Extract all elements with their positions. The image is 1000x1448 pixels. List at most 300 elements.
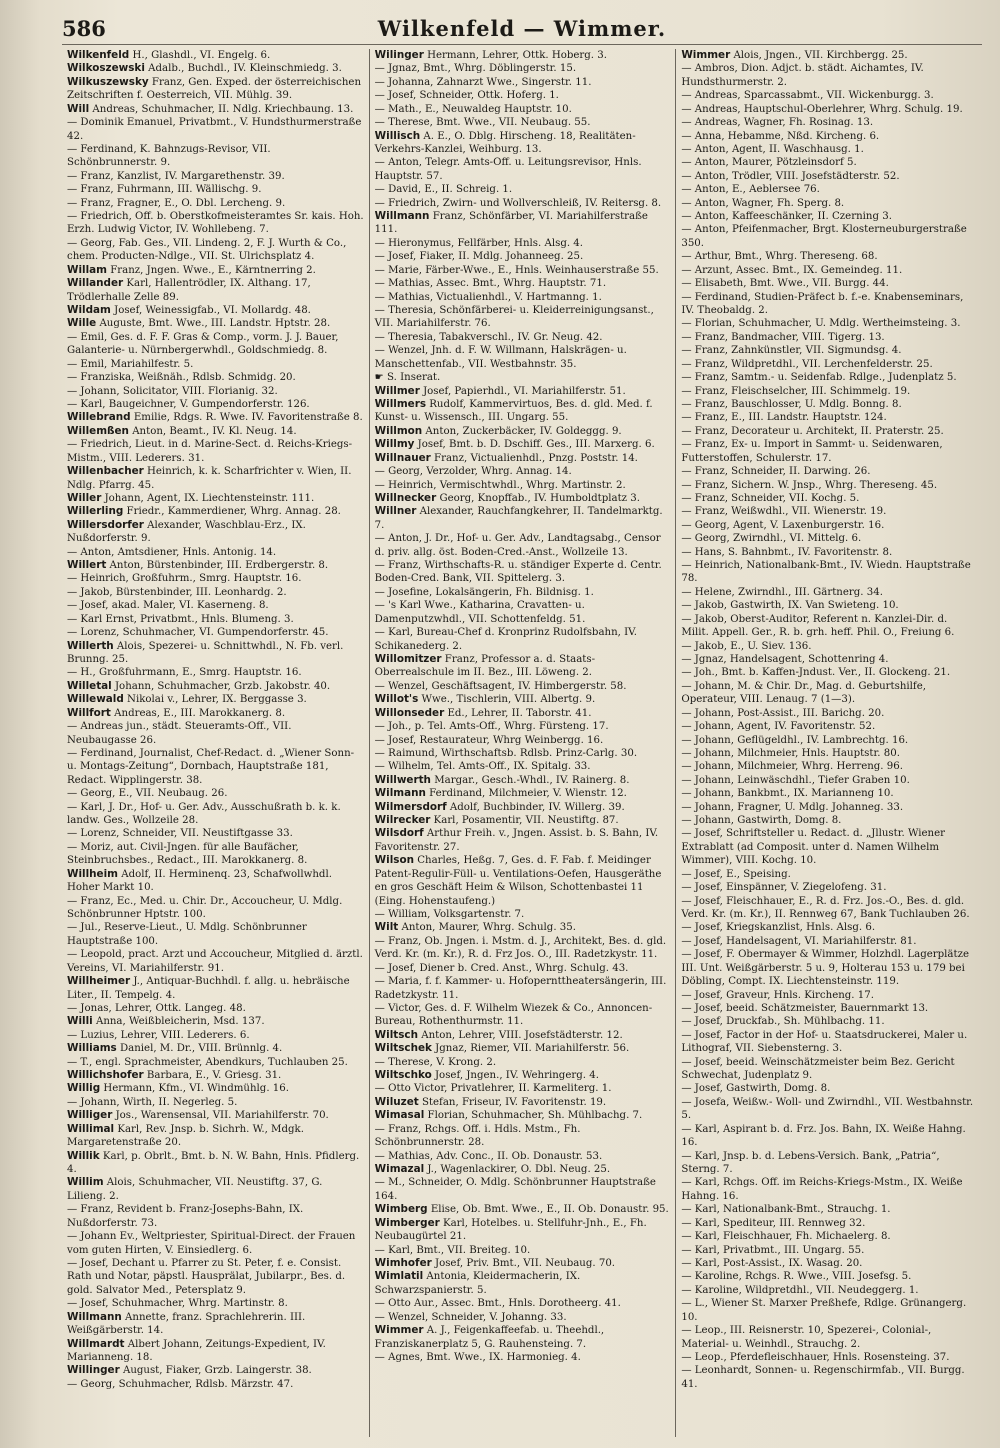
directory-entry (681, 291, 977, 318)
entry-text: Antonia, Kleidermacherin, IX. Schwarzspanierstr. 5. (374, 1271, 581, 1296)
entry-surname: Wimazal (374, 1163, 425, 1176)
directory-entry (681, 130, 977, 143)
entry-text: Anton, Zuckerbäcker, IV. Goldeggg. 9. (422, 425, 622, 437)
entry-text: — Therese, Bmt. Wwe., VII. Neubaug. 55. (374, 117, 591, 129)
directory-entry (375, 1123, 671, 1150)
entry-surname: Wiltschko (374, 1069, 432, 1082)
directory-entry (67, 559, 364, 572)
directory-entry (67, 277, 364, 304)
directory-entry (375, 103, 671, 116)
directory-entry (681, 1096, 977, 1123)
directory-entry (681, 62, 977, 89)
directory-entry (375, 505, 671, 532)
entry-text: — Ambros, Dion. Adjct. b. städt. Aichamtes, IV. Hundsthurmerstr. 2. (681, 63, 924, 88)
directory-column-1 (62, 49, 369, 1437)
entry-surname: Willersdorfer (67, 518, 144, 531)
entry-text: — Franz, Kanzlist, IV. Margarethenstr. 39. (67, 170, 285, 182)
entry-text: — Anton, Amtsdiener, Hnls. Antonig. 14. (67, 546, 277, 558)
directory-entry (375, 962, 671, 975)
entry-text: Andreas, E., III. Marokkanerg. 8. (110, 707, 286, 719)
directory-entry (67, 438, 364, 465)
directory-entry (67, 492, 364, 505)
directory-entry (375, 425, 671, 438)
directory-entry (375, 586, 671, 599)
directory-entry (375, 183, 671, 196)
entry-text: — Heinrich, Nationalbank-Bmt., IV. Wiedn. Hauptstraße 78. (681, 560, 971, 585)
entry-text: — Anton, Maurer, Pötzleinsdorf 5. (681, 157, 857, 169)
directory-entry (67, 1056, 364, 1069)
entry-surname: Willert (67, 559, 107, 572)
directory-entry (67, 116, 364, 143)
entry-surname: Wilrecker (374, 814, 431, 827)
directory-entry (375, 291, 671, 304)
entry-text: — Franz, Ob. Jngen. i. Mstm. d. J., Architekt, Bes. d. gld. Verd. Kr. (m. Kr.), R. d. Frz Jos. O., III. Radetzkystr. 11. (374, 935, 667, 961)
directory-entry (681, 666, 977, 679)
entry-text: — David, E., II. Schreig. 1. (374, 184, 513, 196)
entry-text: Auguste, Bmt. Wwe., III. Landstr. Hptstr. 28. (96, 318, 331, 330)
entry-text: — Emil, Ges. d. F. F. Gras & Comp., vorm. J. J. Bauer, Galanterie- u. Nürnbergerwhdl., Goldschmiedg. 8. (67, 331, 339, 357)
entry-text: — Otto Aur., Assec. Bmt., Hnls. Dorotheerg. 41. (374, 1298, 621, 1310)
entry-text: — Andreas, Wagner, Fh. Rosinag. 13. (681, 117, 874, 129)
directory-entry (67, 62, 364, 75)
directory-entry (681, 1056, 977, 1083)
directory-entry (375, 479, 671, 492)
entry-surname: Wilsdorf (374, 827, 424, 840)
directory-entry (67, 1150, 364, 1177)
directory-entry (681, 492, 977, 505)
entry-text: — Karl, J. Dr., Hof- u. Ger. Adv., Ausschußrath b. k. k. landw. Ges., Wollzeile 28. (67, 801, 341, 827)
directory-entry (375, 1324, 671, 1351)
directory-entry (67, 371, 364, 384)
directory-entry (681, 989, 977, 1002)
entry-surname: Willam (67, 263, 107, 276)
entry-surname: Willimal (67, 1122, 115, 1135)
entry-text: — Franz, E., III. Landstr. Hauptstr. 124. (681, 412, 887, 424)
entry-text: — Wenzel, Geschäftsagent, IV. Himbergerstr. 58. (374, 680, 627, 692)
entry-surname: Wimmer (374, 1324, 424, 1337)
directory-entry (375, 1082, 671, 1095)
entry-text: Florian, Schuhmacher, Sh. Mühlbachg. 7. (424, 1110, 643, 1122)
directory-entry (67, 237, 364, 264)
entry-text: ☛ S. Inserat. (374, 372, 441, 384)
entry-text: — Wilhelm, Tel. Amts-Off., IX. Spitalg. 33. (374, 761, 591, 773)
entry-surname: Willnauer (374, 451, 431, 464)
entry-text: — Ferdinand, K. Bahnzugs-Revisor, VII. Schönbrunnerstr. 9. (67, 143, 271, 169)
directory-entry (375, 1203, 671, 1216)
entry-surname: Wimberg (374, 1203, 428, 1216)
entry-text: — Josef, Kriegskanzlist, Hnls. Alsg. 6. (681, 922, 876, 934)
entry-text: — Josef, Graveur, Hnls. Kircheng. 17. (681, 989, 874, 1001)
entry-text: — Lorenz, Schuhmacher, VI. Gumpendorferstr. 45. (67, 627, 329, 639)
directory-entry (67, 1364, 364, 1377)
entry-text: — Karoline, Wildpretdhl., VII. Neudeggerg. 1. (681, 1284, 919, 1296)
directory-entry (375, 760, 671, 773)
entry-text: — Johann, Gastwirth, Domg. 8. (681, 815, 842, 827)
directory-entry (67, 264, 364, 277)
entry-text: — 's Karl Wwe., Katharina, Cravatten- u. Damenputzwhdl., VII. Schottenfeldg. 51. (374, 600, 586, 625)
entry-surname: Willerth (67, 639, 114, 652)
entry-text: — Jakob, Oberst-Auditor, Referent n. Kanzlei-Dir. d. Milit. Appell. Ger., R. b. grh. heff. Phil. O., Freiung 6. (681, 613, 955, 639)
directory-entry (67, 572, 364, 585)
directory-entry (681, 371, 977, 384)
directory-entry (375, 1056, 671, 1069)
directory-entry (67, 1203, 364, 1230)
entry-text: — H., Großfuhrmann, E., Smrg. Hauptstr. 16. (67, 667, 302, 679)
directory-entry (67, 895, 364, 922)
directory-entry (681, 465, 977, 478)
directory-entry (681, 640, 977, 653)
entry-surname: Wiltsch (374, 1028, 418, 1041)
entry-text: Karl, Hotelbes. u. Stellfuhr-Jnh., E., Fh. Neubaugürtel 21. (374, 1217, 647, 1243)
directory-entry (67, 707, 364, 720)
entry-text: — Franz, Fuhrmann, III. Wällischg. 9. (67, 184, 262, 196)
entry-surname: Willim (67, 1176, 104, 1189)
entry-text: Karl, Rev. Jnsp. b. Sichrh. W., Mdgk. Margaretenstraße 20. (67, 1123, 304, 1149)
entry-text: — Arzunt, Assec. Bmt., IX. Gemeindeg. 11. (681, 264, 903, 276)
entry-text: Alois, Jngen., VII. Kirchbergg. 25. (730, 50, 908, 61)
entry-text: — Friedrich, Lieut. in d. Marine-Sect. d. Reichs-Kriegs-Mistm., VIII. Lederers. 31. (67, 439, 353, 464)
directory-entry (681, 170, 977, 183)
directory-columns (62, 49, 982, 1437)
entry-text: Anna, Weißbleicherin, Msd. 137. (92, 1016, 265, 1028)
entry-surname: Willetal (67, 679, 112, 692)
entry-surname: Wimmer (681, 49, 731, 61)
directory-entry (681, 1082, 977, 1095)
entry-text: — Josef, Druckfab., Sh. Mühlbachg. 11. (681, 1016, 885, 1028)
directory-entry (681, 787, 977, 800)
directory-entry (681, 1351, 977, 1364)
entry-text: — Johann, Solicitator, VIII. Florianig. 32. (67, 385, 278, 397)
directory-entry (375, 197, 671, 210)
entry-text: — Karl, Bmt., VII. Breiteg. 10. (374, 1244, 531, 1256)
entry-surname: Wiluzet (374, 1095, 419, 1108)
directory-entry (375, 452, 671, 465)
directory-entry (681, 1364, 977, 1391)
directory-entry (67, 975, 364, 1002)
entry-text: — Jakob, Gastwirth, IX. Van Swieteng. 10. (681, 600, 899, 612)
entry-text: Alexander, Rauchfangkehrer, II. Tandelmarktg. 7. (374, 506, 663, 531)
directory-entry (375, 599, 671, 626)
directory-entry (681, 1244, 977, 1257)
directory-entry (375, 532, 671, 559)
directory-entry (681, 599, 977, 612)
directory-entry (375, 1244, 671, 1257)
directory-entry (375, 116, 671, 129)
directory-entry (375, 975, 671, 1002)
directory-entry (681, 948, 977, 988)
page-number: 586 (62, 16, 106, 41)
directory-entry (681, 680, 977, 707)
directory-entry (67, 1042, 364, 1055)
entry-text: Hermann, Lehrer, Ottk. Hoberg. 3. (423, 50, 608, 61)
directory-entry (681, 747, 977, 760)
entry-surname: Willot's (374, 693, 419, 706)
directory-entry (67, 143, 364, 170)
entry-text: — Florian, Schuhmacher, U. Mdlg. Wertheimsteing. 3. (681, 318, 961, 330)
entry-text: — Lorenz, Schneider, VII. Neustiftgasse 33. (67, 828, 293, 840)
entry-surname: Willi (67, 1015, 93, 1028)
entry-surname: Wilson (374, 854, 414, 867)
directory-entry (67, 626, 364, 639)
entry-text: — Franz, Decorateur u. Architekt, II. Praterstr. 25. (681, 425, 944, 437)
entry-surname: Willig (67, 1082, 101, 1095)
entry-text: — Josef, E., Speising. (681, 868, 791, 880)
directory-entry (681, 223, 977, 250)
directory-entry (67, 76, 364, 103)
directory-entry (681, 103, 977, 116)
directory-entry (67, 1378, 364, 1391)
entry-text: — Franz, Wirthschafts-R. u. ständiger Experte d. Centr. Boden-Cred. Bank, VII. Spittelerg. 3. (374, 560, 662, 585)
entry-surname: Wiltschek (374, 1042, 432, 1055)
directory-entry (681, 895, 977, 922)
directory-entry (681, 1150, 977, 1177)
entry-surname: Willer (67, 491, 102, 504)
directory-entry (375, 371, 671, 384)
entry-text: Margar., Gesch.-Whdl., IV. Rainerg. 8. (430, 774, 630, 786)
entry-text: — Karl, Baugeichner, V. Gumpendorferstr. 126. (67, 398, 310, 410)
entry-surname: Willmon (374, 424, 423, 437)
entry-text: — Karoline, Rchgs. R. Wwe., VIII. Josefsg. 5. (681, 1271, 912, 1283)
entry-text: — Andreas, Hauptschul-Oberlehrer, Whrg. Schulg. 19. (681, 103, 963, 115)
entry-text: — Anton, Pfeifenmacher, Brgt. Klosterneuburgerstraße 350. (681, 224, 967, 249)
directory-entry (67, 827, 364, 840)
entry-text: — Karl, Privatbmt., III. Ungarg. 55. (681, 1244, 865, 1256)
entry-text: Anton, Maurer, Whrg. Schulg. 35. (398, 922, 577, 934)
directory-entry (375, 1096, 671, 1109)
directory-entry (681, 774, 977, 787)
entry-text: — Johann, Agent, IV. Favoritenstr. 52. (681, 721, 876, 733)
entry-surname: Willmy (374, 438, 415, 451)
directory-entry (681, 868, 977, 881)
entry-text: — Josef, akad. Maler, VI. Kaserneng. 8. (67, 600, 269, 612)
entry-text: Anton, Beamt., IV. Kl. Neug. 14. (128, 425, 297, 437)
entry-text: Jgnaz, Riemer, VII. Mariahilferstr. 56. (431, 1043, 630, 1055)
directory-entry (681, 734, 977, 747)
directory-entry (375, 1002, 671, 1029)
entry-text: Josef, Jngen., IV. Wehringerg. 4. (431, 1070, 599, 1082)
entry-text: — Karl, Spediteur, III. Rennweg 32. (681, 1217, 866, 1229)
directory-entry (67, 1069, 364, 1082)
directory-entry (681, 559, 977, 586)
entry-surname: Willmers (374, 397, 427, 410)
directory-entry (681, 1284, 977, 1297)
directory-entry (681, 546, 977, 559)
entry-surname: Wilt (374, 921, 399, 934)
entry-text: J., Wagenlackirer, O. Dbl. Neug. 25. (424, 1164, 611, 1176)
directory-entry (681, 613, 977, 640)
directory-entry (67, 1311, 364, 1338)
entry-text: — Ferdinand, Studien-Präfect b. f.-e. Knabenseminars, IV. Theobaldg. 2. (681, 291, 964, 317)
directory-entry (375, 344, 671, 371)
directory-entry (375, 801, 671, 814)
entry-text: — Karl, Fleischhauer, Fh. Michaelerg. 8. (681, 1231, 891, 1243)
entry-text: — Jakob, E., U. Siev. 136. (681, 640, 812, 652)
directory-entry (375, 156, 671, 183)
directory-entry (375, 827, 671, 854)
entry-text: — Otto Victor, Privatlehrer, II. Karmeliterg. 1. (374, 1083, 612, 1095)
entry-text: — Anton, Agent, II. Waschhausg. 1. (681, 143, 864, 155)
entry-text: Franz, Gen. Exped. der österreichischen Zeitschriften f. Oesterreich, VII. Mühlg. 39. (67, 76, 362, 102)
entry-text: — Karl, Aspirant b. d. Frz. Jos. Bahn, IX. Weiße Hahng. 16. (681, 1123, 966, 1149)
entry-text: — Elisabeth, Bmt. Wwe., VII. Burgg. 44. (681, 278, 889, 290)
entry-text: — Franz, Revident b. Franz-Josephs-Bahn, IX. Nußdorferstr. 73. (67, 1204, 304, 1229)
entry-text: Elise, Ob. Bmt. Wwe., E., II. Ob. Donaustr. 95. (427, 1204, 669, 1216)
entry-text: Johann, Agent, IX. Liechtensteinstr. 111. (101, 492, 315, 504)
directory-entry (67, 868, 364, 895)
directory-entry (67, 317, 364, 330)
entry-text: — Franz, Wildpretdhl., VII. Lerchenfelderstr. 25. (681, 358, 933, 370)
directory-entry (67, 183, 364, 196)
directory-entry (681, 425, 977, 438)
directory-entry (67, 385, 364, 398)
entry-text: Karl, Posamentir, VII. Neustiftg. 87. (430, 815, 619, 827)
entry-text: Rudolf, Kammervirtuos, Bes. d. gld. Med. f. Kunst- u. Wissensch., III. Ungarg. 55. (374, 398, 653, 424)
entry-text: Hermann, Kfm., VI. Windmühlg. 16. (100, 1083, 289, 1095)
entry-text: — Marie, Färber-Wwe., E., Hnls. Weinhauserstraße 55. (374, 264, 659, 276)
entry-text: — William, Volksgartenstr. 7. (374, 909, 525, 920)
entry-text: — Josef, Diener b. Cred. Anst., Whrg. Schulg. 43. (374, 962, 629, 974)
entry-text: — Josef, Factor in der Hof- u. Staatsdruckerei, Maler u. Lithograf, VII. Siebensterng. 3. (681, 1029, 968, 1055)
entry-text: — Josef, beeid. Weinschätzmeister beim Bez. Gericht Schwechat, Judenplatz 9. (681, 1056, 955, 1082)
directory-entry (681, 1270, 977, 1283)
directory-entry (681, 532, 977, 545)
entry-text: — Johann, Fragner, U. Mdlg. Johanneg. 33. (681, 801, 904, 813)
entry-surname: Wimasal (374, 1109, 425, 1122)
entry-surname: Willomitzer (374, 652, 442, 665)
entry-surname: Wimberger (374, 1216, 440, 1229)
directory-entry (67, 1176, 364, 1203)
entry-text: — Ferdinand, Journalist, Chef-Redact. d. „Wiener Sonn- u. Montags-Zeitung“, Dornbach, Hauptstraße 181, Redact. Wipplingerstr. 38. (67, 747, 355, 786)
entry-text: — Maria, f. f. Kammer- u. Hofopernttheatersängerin, III. Radetzkystr. 11. (374, 976, 667, 1001)
directory-entry (67, 586, 364, 599)
entry-text: — Johann Ev., Weltpriester, Spiritual-Direct. der Frauen vom guten Hirten, V. Einsiedlerg. 6. (67, 1231, 356, 1256)
entry-text: — Josef, Fiaker, II. Mdlg. Johanneeg. 25. (374, 251, 584, 263)
directory-entry (375, 398, 671, 425)
directory-entry (375, 935, 671, 962)
directory-entry (375, 49, 671, 62)
entry-text: — Johann, Milchmeier, Hnls. Hauptstr. 80. (681, 747, 900, 759)
entry-text: — Johann, Wirth, II. Negerleg. 5. (67, 1096, 238, 1108)
directory-entry (375, 626, 671, 653)
entry-text: — Johann, Bankbmt., IX. Marianneng 10. (681, 788, 894, 800)
entry-surname: Wilmersdorf (374, 800, 447, 813)
directory-entry (681, 1257, 977, 1270)
entry-text: — Karl Ernst, Privatbmt., Hnls. Blumeng. 3. (67, 613, 294, 625)
directory-entry (67, 1002, 364, 1015)
directory-entry (67, 680, 364, 693)
directory-entry (67, 787, 364, 800)
entry-surname: Wimlatil (374, 1270, 424, 1283)
entry-text: — Josef, Fleischhauer, E., R. d. Frz. Jos.-O., Bes. d. gld. Verd. Kr. (m. Kr.), II. Rennweg 67, Bank Tuchlauben 26. (681, 895, 970, 920)
directory-entry (67, 1015, 364, 1028)
directory-entry (681, 653, 977, 666)
directory-entry (681, 586, 977, 599)
entry-text: Nikolai v., Lehrer, IX. Berggasse 3. (123, 694, 307, 706)
directory-entry (681, 801, 977, 814)
entry-text: — Karl, Bureau-Chef d. Kronprinz Rudolfsbahn, IV. Schikanederg. 2. (374, 627, 637, 652)
entry-text: — Jonas, Lehrer, Ottk. Langeg. 48. (67, 1002, 246, 1014)
entry-text: — Jakob, Bürstenbinder, III. Leonhardg. 2. (67, 586, 287, 598)
entry-text: — Anton, Telegr. Amts-Off. u. Leitungsrevisor, Hnls. Hauptstr. 57. (374, 157, 642, 182)
directory-entry (681, 143, 977, 156)
directory-entry (67, 1230, 364, 1257)
entry-text: — Heinrich, Großfuhrm., Smrg. Hauptstr. 16. (67, 573, 302, 585)
entry-text: Alois, Schuhmacher, VII. Neustiftg. 37, G. Lilieng. 2. (67, 1177, 323, 1202)
entry-text: — Math., E., Neuwaldeg Hauptstr. 10. (374, 103, 572, 115)
entry-text: — Karl, Rchgs. Off. im Reichs-Kriegs-Mstm., IX. Weiße Hahng. 16. (681, 1177, 963, 1202)
entry-text: — Luzius, Lehrer, VIII. Lederers. 6. (67, 1029, 250, 1041)
directory-entry (375, 237, 671, 250)
directory-entry (67, 693, 364, 706)
entry-text: — Georg, Fab. Ges., VII. Lindeng. 2, F. J. Wurth & Co., chem. Producten-Ndlge., VII. St. Ulrichsplatz 4. (67, 237, 347, 263)
directory-entry (681, 519, 977, 532)
entry-text: — Helene, Zwirndhl., III. Gärtnerg. 34. (681, 586, 883, 598)
directory-entry (681, 479, 977, 492)
entry-text: — Johann, Post-Assist., III. Barichg. 20. (681, 707, 885, 719)
entry-text: — Franz, Sichern. W. Jnsp., Whrg. Thereseng. 45. (681, 479, 938, 491)
directory-entry (681, 1324, 977, 1351)
directory-entry (67, 613, 364, 626)
entry-text: — Hieronymus, Fellfärber, Hnls. Alsg. 4. (374, 237, 584, 249)
entry-text: — Franz, Fragner, E., O. Dbl. Lercheng. 9. (67, 197, 286, 209)
entry-text: — M., Schneider, O. Mdlg. Schönbrunner Hauptstraße 164. (374, 1177, 656, 1202)
directory-entry (681, 49, 977, 62)
directory-entry (681, 183, 977, 196)
entry-text: Emilie, Rdgs. R. Wwe. IV. Favoritenstraße 8. (130, 412, 363, 424)
directory-entry (67, 411, 364, 424)
directory-entry (375, 1069, 671, 1082)
directory-entry (67, 1257, 364, 1297)
directory-entry (67, 519, 364, 546)
entry-surname: Williger (67, 1109, 113, 1122)
directory-entry (375, 62, 671, 75)
entry-text: — Josef, beeid. Schätzmeister, Bauernmarkt 13. (681, 1002, 929, 1014)
entry-text: — Wenzel, Jnh. d. F. W. Willmann, Halskrägen- u. Manschettenfab., VII. Westbahnstr. 35. (374, 345, 627, 370)
directory-entry (67, 358, 364, 371)
directory-entry (375, 385, 671, 398)
entry-text: Barbara, E., V. Griesg. 31. (143, 1070, 282, 1082)
entry-text: — Johann, M. & Chir. Dr., Mag. d. Geburtshilfe, Operateur, VIII. Lenaug. 7 (1—3). (681, 680, 926, 706)
entry-text: Anton, Lehrer, VIII. Josefstädterstr. 12. (417, 1029, 623, 1041)
entry-text: — Johann, Milchmeier, Whrg. Herreng. 96. (681, 761, 903, 773)
entry-text: — Josef, Schriftsteller u. Redact. d. „Jllustr. Wiener Extrablatt (ad Composit. unter d. Namen Wilhelm Wimmer), VIII. Kochg. 10. (681, 828, 946, 867)
directory-entry (681, 197, 977, 210)
directory-entry (375, 734, 671, 747)
entry-text: — Hans, S. Bahnbmt., IV. Favoritenstr. 8. (681, 546, 893, 558)
directory-entry (375, 787, 671, 800)
directory-entry (375, 854, 671, 908)
directory-entry (67, 666, 364, 679)
entry-text: — Georg, Verzolder, Whrg. Annag. 14. (374, 466, 572, 478)
entry-text: Franz, Schönfärber, VI. Mariahilferstraße 111. (374, 211, 648, 236)
entry-text: Arthur Freih. v., Jngen. Assist. b. S. Bahn, IV. Favoritenstr. 27. (374, 828, 659, 853)
directory-entry (681, 277, 977, 290)
entry-text: — Theresia, Schönfärberei- u. Kleiderreinigungsanst., VII. Mariahilferstr. 76. (374, 305, 654, 330)
entry-text: — Moriz, aut. Civil-Jngen. für alle Baufächer, Steinbruchsbes., Redact., III. Marokkanerg. 8. (67, 841, 308, 867)
directory-entry (681, 505, 977, 518)
entry-surname: Willwerth (374, 773, 431, 786)
directory-entry (681, 156, 977, 169)
directory-entry (67, 546, 364, 559)
directory-entry (375, 1163, 671, 1176)
entry-text: — Johann, Leinwäschdhl., Tiefer Graben 10. (681, 774, 910, 786)
entry-text: — Anton, Trödler, VIII. Josefstädterstr. 52. (681, 170, 900, 182)
directory-entry (67, 921, 364, 948)
directory-entry (375, 653, 671, 680)
entry-text: — Leopold, pract. Arzt und Accoucheur, Mitglied d. ärztl. Vereins, VI. Mariahilferstr. 91. (67, 949, 363, 974)
directory-entry (681, 250, 977, 263)
entry-surname: Willmann (67, 1310, 122, 1323)
